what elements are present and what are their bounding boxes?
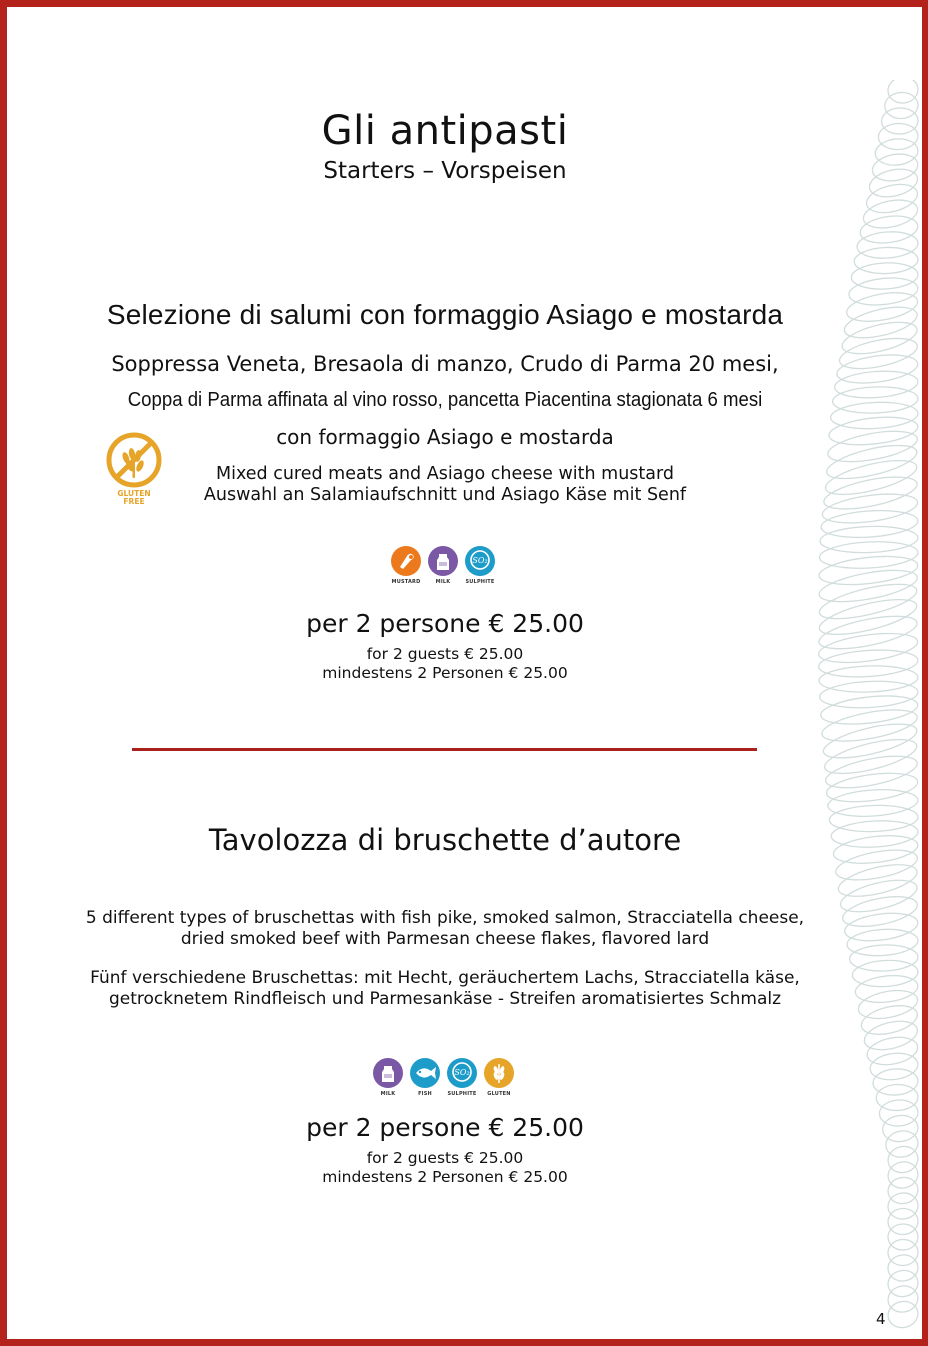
gluten-icon — [483, 1057, 515, 1089]
dish-1-allergens — [390, 545, 496, 589]
dish-2-german-line-2: getrocknetem Rindfleisch und Parmesankäse - Streifen aromatisiertes Schmalz — [108, 989, 782, 1009]
gluten-free-icon — [104, 432, 164, 506]
allergen-label: FISH — [418, 1091, 432, 1097]
gluten-free-label-1: GLUTEN — [117, 489, 151, 498]
mustard-icon — [390, 545, 422, 577]
allergen-label: MILK — [380, 1091, 396, 1097]
dish-2-price-english: for 2 guests € 25.00 — [366, 1149, 524, 1167]
sulphite-icon — [446, 1057, 478, 1089]
fish-icon — [409, 1057, 441, 1089]
allergen-label: SULPHITE — [465, 579, 495, 585]
dish-1-price-english: for 2 guests € 25.00 — [366, 645, 524, 663]
dish-2-german-line-1: Fünf verschiedene Bruschettas: mit Hecht, geräuchertem Lachs, Stracciatella käse, — [90, 968, 800, 988]
page-title: Gli antipasti — [321, 108, 569, 154]
dish-2-allergens — [372, 1057, 515, 1101]
dish-1-german: Auswahl an Salamiaufschnitt und Asiago Käse mit Senf — [203, 485, 687, 505]
allergen-milk — [372, 1057, 404, 1101]
allergen-fish — [409, 1057, 441, 1101]
dish-2-english-line-1: 5 different types of bruschettas with fish pike, smoked salmon, Stracciatella cheese, — [85, 908, 805, 928]
gluten-free-label-2: FREE — [123, 497, 145, 506]
section-divider — [132, 748, 757, 751]
allergen-label: GLUTEN — [487, 1091, 511, 1097]
svg-text:SO₂: SO₂ — [472, 556, 488, 565]
allergen-sulphite — [446, 1057, 478, 1101]
milk-icon — [427, 545, 459, 577]
dish-2-name: Tavolozza di bruschette d’autore — [208, 823, 682, 857]
sulphite-icon — [464, 545, 496, 577]
page-number: 4 — [876, 1310, 886, 1328]
page-subtitle: Starters – Vorspeisen — [323, 158, 567, 184]
dish-1-desc-line-2: Coppa di Parma affinata al vino rosso, pancetta Piacentina stagionata 6 mesi — [127, 389, 763, 411]
allergen-label: MUSTARD — [391, 579, 421, 585]
allergen-label: MILK — [435, 579, 451, 585]
milk-icon — [372, 1057, 404, 1089]
svg-text:SO₂: SO₂ — [454, 1068, 470, 1077]
allergen-label: SULPHITE — [447, 1091, 477, 1097]
dish-2-price-german: mindestens 2 Personen € 25.00 — [322, 1168, 568, 1186]
dish-1-english: Mixed cured meats and Asiago cheese with mustard — [215, 464, 675, 484]
allergen-milk — [427, 545, 459, 589]
dish-2-english-line-2: dried smoked beef with Parmesan cheese flakes, flavored lard — [180, 929, 710, 949]
dish-1-price-italian: per 2 persone € 25.00 — [306, 609, 584, 638]
dish-2-price-italian: per 2 persone € 25.00 — [306, 1113, 584, 1142]
allergen-sulphite — [464, 545, 496, 589]
allergen-gluten — [483, 1057, 515, 1101]
dish-1-name: Selezione di salumi con formaggio Asiago e mostarda — [106, 299, 784, 330]
dish-1-desc-line-3: con formaggio Asiago e mostarda — [276, 425, 614, 449]
dish-1-desc-line-1: Soppressa Veneta, Bresaola di manzo, Crudo di Parma 20 mesi, — [111, 352, 779, 376]
allergen-mustard — [390, 545, 422, 589]
dish-1-price-german: mindestens 2 Personen € 25.00 — [322, 664, 568, 682]
